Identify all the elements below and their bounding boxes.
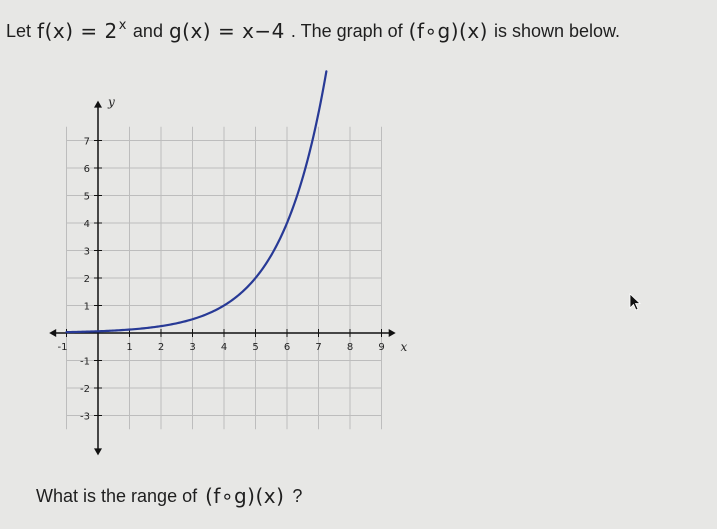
function-f-definition: [37, 19, 127, 43]
y-axis-label: y: [108, 95, 115, 110]
function-f-exponent: x: [118, 18, 127, 33]
x-axis-tick-label: 4: [220, 342, 228, 353]
range-question: [36, 482, 302, 510]
x-axis-label: x: [400, 340, 408, 354]
y-axis-tick-label: 7: [83, 136, 90, 148]
x-axis-tick-label: 8: [346, 342, 354, 353]
x-axis-tick-label: 3: [189, 342, 196, 353]
x-axis-tick-label: 5: [252, 342, 259, 353]
range-question-composite: (f∘g)(x): [205, 484, 285, 508]
graph-svg: [26, 88, 408, 460]
mouse-pointer-icon: [629, 293, 641, 311]
function-graph: [26, 88, 408, 460]
x-axis-tick-label: 2: [157, 342, 165, 353]
question-mark: ?: [292, 485, 303, 506]
question-graph-prefix: . The graph of: [290, 20, 403, 41]
y-axis-tick-label: 6: [83, 164, 90, 175]
question-let: Let: [6, 20, 32, 41]
y-axis-tick-label: -2: [80, 384, 90, 395]
x-axis-left-arrow-icon: [49, 329, 56, 337]
question-and: and: [132, 20, 163, 41]
y-axis-tick-label: 1: [83, 301, 90, 313]
y-axis-tick-label: 3: [83, 246, 90, 258]
x-axis-tick-label: 6: [283, 342, 291, 353]
y-axis-tick-label: -3: [80, 411, 90, 423]
range-question-text: What is the range of: [36, 485, 198, 506]
y-axis-tick-label: 5: [83, 191, 90, 203]
y-axis-tick-label: -1: [80, 356, 90, 368]
y-axis-down-arrow-icon: [94, 448, 102, 455]
y-axis-tick-label: 4: [83, 219, 90, 230]
x-axis-tick-label: 9: [378, 342, 385, 353]
x-axis-tick-label: 7: [315, 342, 322, 353]
y-axis-up-arrow-icon: [94, 101, 102, 108]
question-graph-suffix: is shown below.: [493, 20, 621, 41]
x-axis-tick-label: 1: [126, 342, 133, 353]
x-axis-right-arrow-icon: [389, 329, 396, 337]
question-text: [6, 14, 706, 48]
x-axis-tick-label: -1: [57, 342, 68, 353]
function-f-base: f(x) = 2: [37, 19, 118, 43]
composite-function: (f∘g)(x): [408, 19, 488, 43]
y-axis-tick-label: 2: [83, 274, 90, 285]
function-g-definition: g(x) = x−4: [168, 19, 285, 43]
